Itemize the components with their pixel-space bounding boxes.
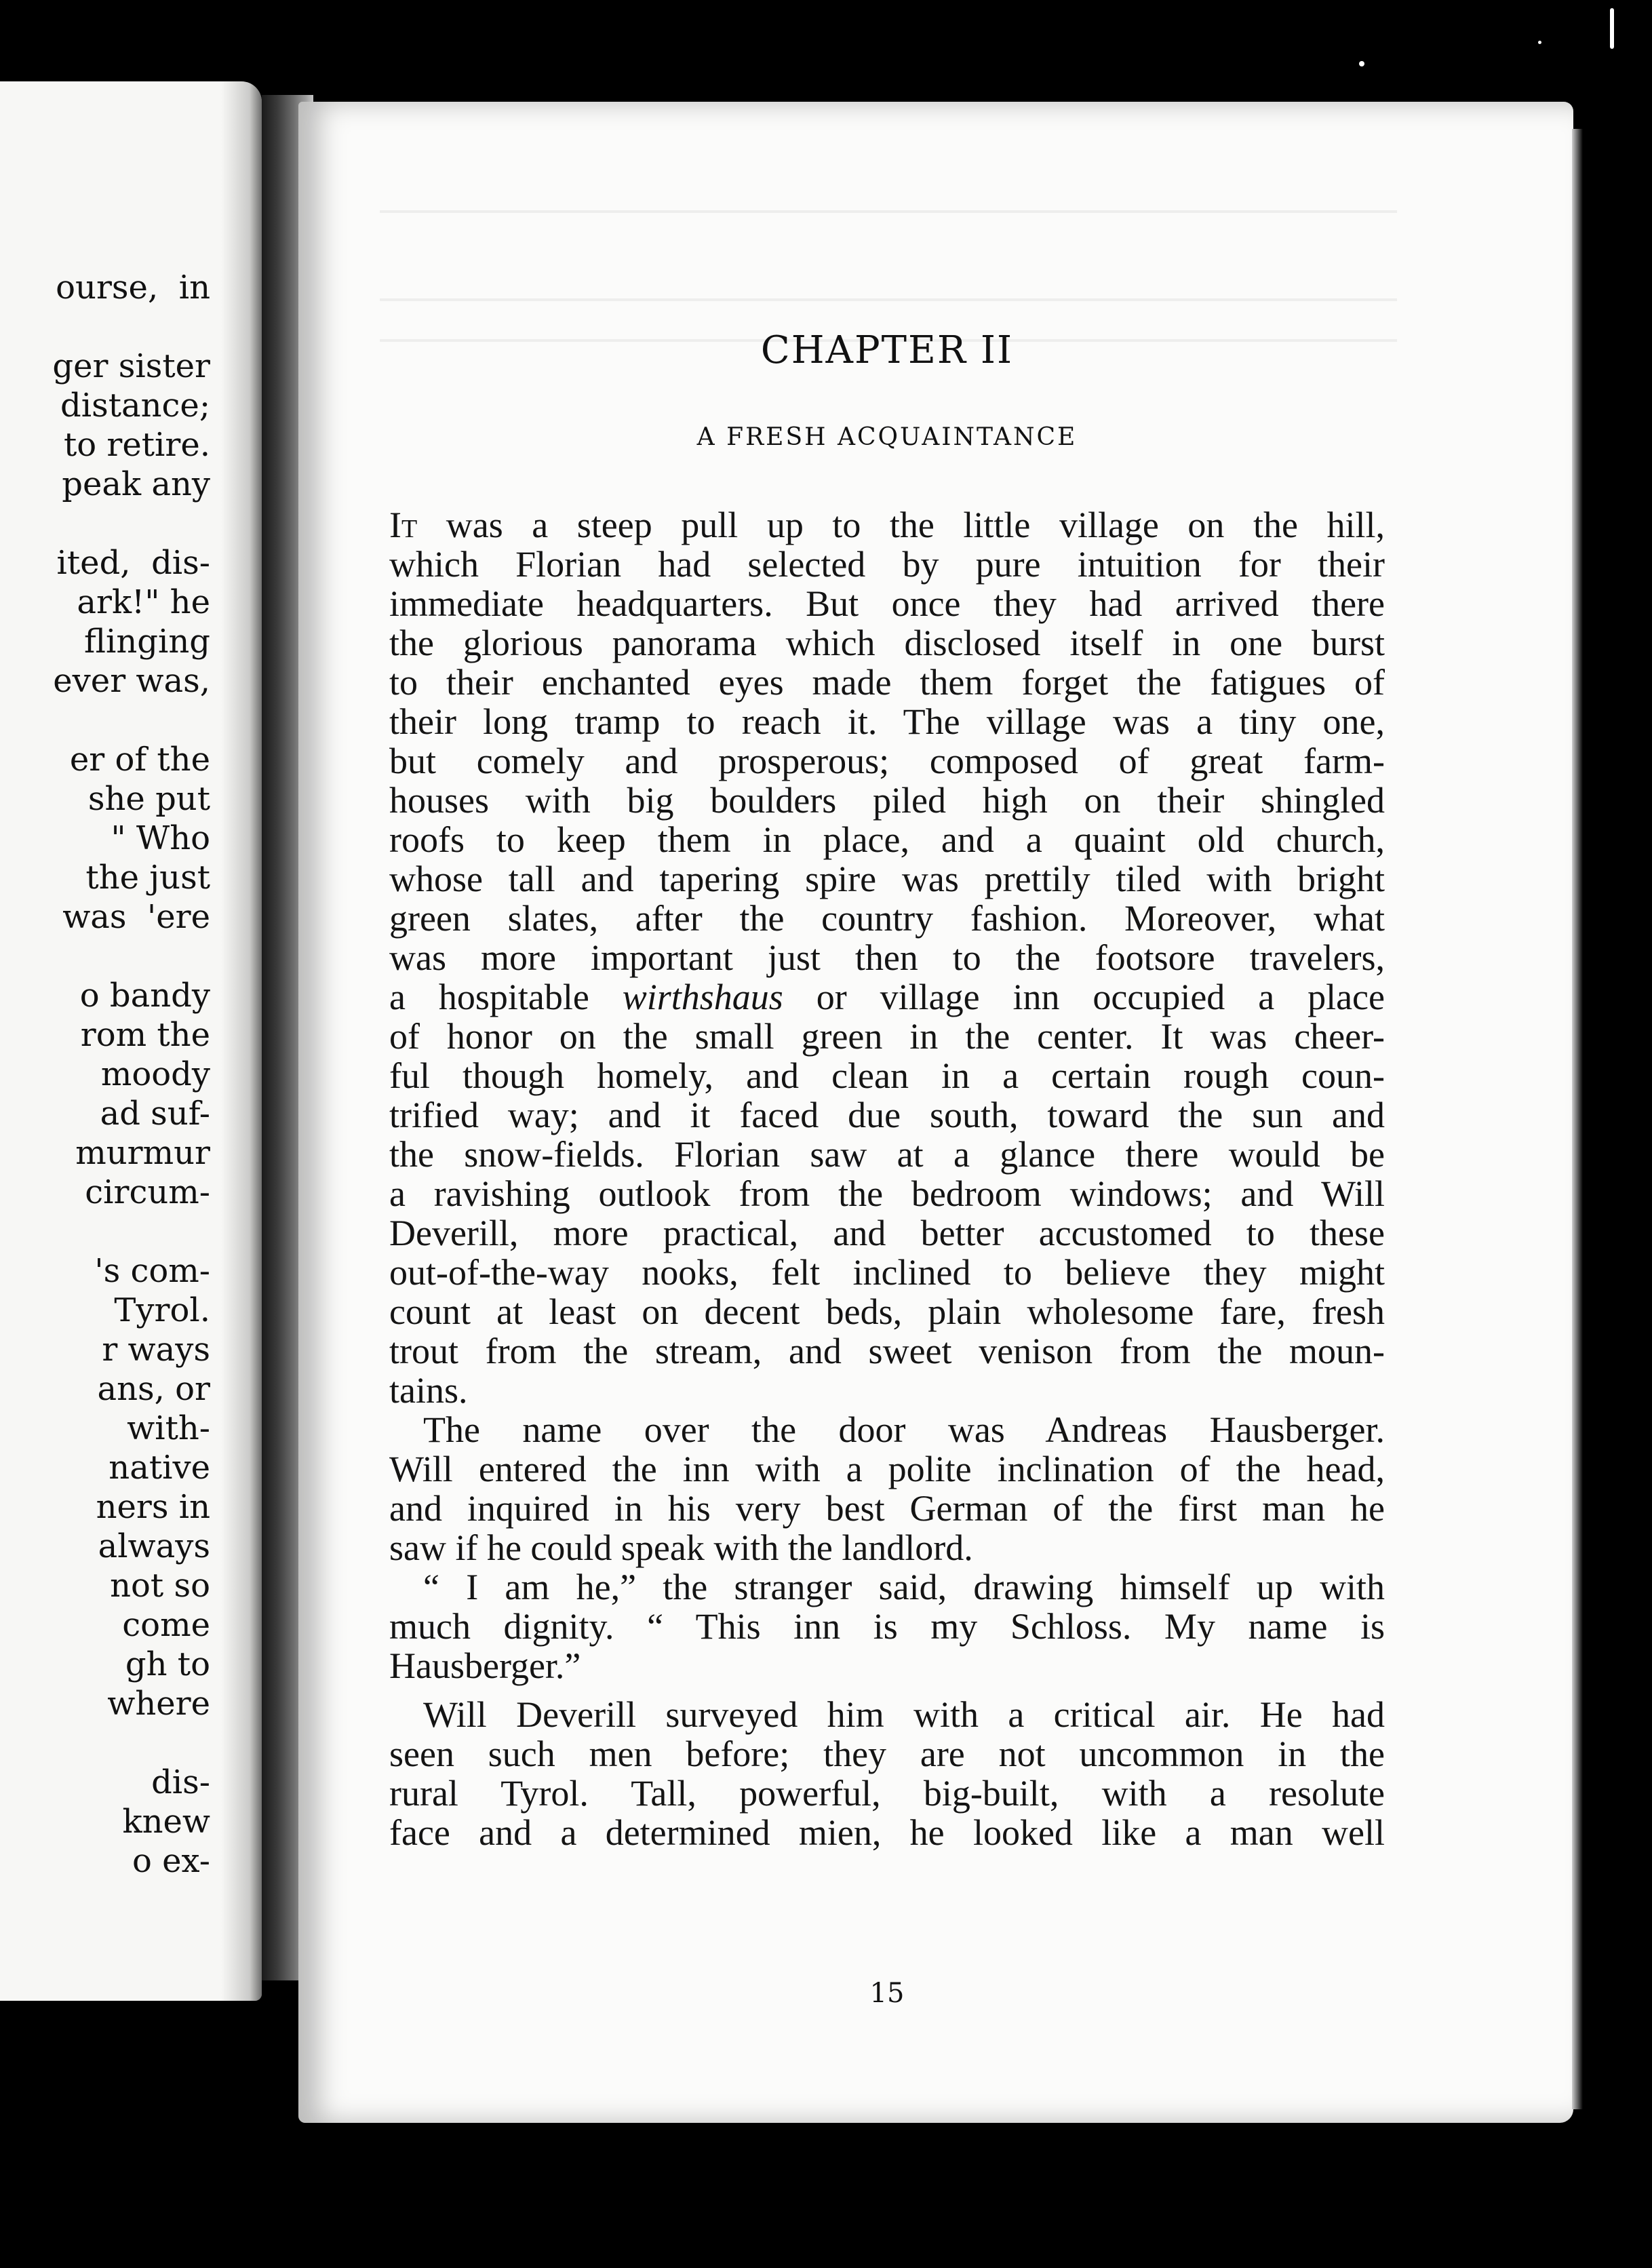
left-line: she put	[87, 780, 210, 818]
left-line: native	[109, 1449, 210, 1487]
left-line: knew	[122, 1803, 210, 1841]
left-line: come	[122, 1606, 210, 1644]
text-line: Will Deverill surveyed him with a critical air. He had	[423, 1694, 1385, 1735]
right-page-edge	[1572, 129, 1583, 2109]
left-line: ners in	[96, 1488, 210, 1526]
italic-word: wirthshaus	[622, 977, 783, 1017]
left-line: the just	[85, 859, 210, 897]
text-line: but comely and prosperous; composed of great farm-	[389, 741, 1385, 781]
text-line: their long tramp to reach it. The village was a tiny one,	[389, 701, 1385, 742]
chapter-subtitle: A FRESH ACQUAINTANCE	[696, 423, 1078, 451]
text-line: Deverill, more practical, and better accustomed to these	[389, 1213, 1385, 1253]
text-line: the glorious panorama which disclosed itself in one burst	[389, 623, 1385, 663]
left-line: peak any	[62, 465, 210, 503]
left-line: murmur	[75, 1134, 210, 1172]
left-line: gh to	[125, 1645, 210, 1683]
left-line: always	[98, 1527, 210, 1565]
left-line: with-	[127, 1409, 210, 1447]
left-line: Tyrol.	[114, 1291, 210, 1329]
text-line: Will entered the inn with a polite inclination of the head,	[389, 1449, 1385, 1489]
text-line: out-of-the-way nooks, felt inclined to believe they might	[389, 1252, 1385, 1293]
text-line: green slates, after the country fashion. Moreover, what	[389, 898, 1385, 939]
left-line: ever was,	[53, 662, 210, 700]
left-line: dis-	[151, 1763, 210, 1801]
text-line: the snow-fields. Florian saw at a glance there would be	[389, 1134, 1385, 1175]
text-line	[389, 978, 1385, 1016]
show-through-line	[380, 298, 1397, 301]
text-line: of honor on the small green in the center. It was cheer-	[389, 1016, 1385, 1057]
left-line: ad suf-	[100, 1095, 210, 1133]
text-line: immediate headquarters. But once they had arrived there	[389, 583, 1385, 624]
left-line: to retire.	[63, 426, 210, 464]
text-line: “ I am he,” the stranger said, drawing himself up with	[423, 1567, 1385, 1607]
text-line: trified way; and it faced due south, toward the sun and	[389, 1095, 1385, 1135]
left-line: ans, or	[97, 1370, 210, 1408]
text-line: houses with big boulders piled high on their shingled	[389, 780, 1385, 821]
left-line: o ex-	[132, 1842, 210, 1880]
text-line: to their enchanted eyes made them forget the fatigues of	[389, 662, 1385, 703]
left-line: o bandy	[79, 977, 210, 1015]
left-line: flinging	[84, 623, 210, 661]
text-line: saw if he could speak with the landlord.	[389, 1527, 973, 1568]
left-line: moody	[100, 1055, 210, 1093]
text-line: seen such men before; they are not uncommon in the	[389, 1734, 1385, 1774]
left-line: circum-	[85, 1173, 210, 1211]
line-text: was a steep pull up to the little village on the hill,	[417, 505, 1385, 545]
text-line: trout from the stream, and sweet venison from the moun-	[389, 1331, 1385, 1371]
text-line: face and a determined mien, he looked like a man well	[389, 1812, 1385, 1853]
line-text: a hospitable	[389, 977, 623, 1017]
text-line: ful though homely, and clean in a certain rough coun-	[389, 1055, 1385, 1096]
left-line: not so	[110, 1567, 210, 1605]
text-line: a ravishing outlook from the bedroom windows; and Will	[389, 1173, 1385, 1214]
left-facing-page	[0, 81, 262, 2001]
left-line: ger sister	[52, 347, 210, 385]
page-number: 15	[869, 1978, 905, 2009]
left-page-gutter-shadow	[221, 81, 262, 2001]
text-line: count at least on decent beds, plain wholesome fare, fresh	[389, 1291, 1385, 1332]
text-line: and inquired in his very best German of the first man he	[389, 1488, 1385, 1529]
left-line: r ways	[102, 1331, 210, 1369]
right-page	[298, 102, 1573, 2123]
left-line: distance;	[60, 387, 210, 425]
text-line: The name over the door was Andreas Hausberger.	[423, 1409, 1385, 1450]
left-line: was 'ere	[62, 898, 210, 936]
show-through-line	[380, 210, 1397, 213]
left-line: 's com-	[94, 1252, 210, 1290]
left-line: er of the	[69, 741, 210, 779]
text-line: much dignity. “ This inn is my Schloss. My name is	[389, 1606, 1385, 1647]
text-line: whose tall and tapering spire was prettily tiled with bright	[389, 859, 1385, 899]
text-line: was more important just then to the footsore travelers,	[389, 937, 1385, 978]
text-line: which Florian had selected by pure intuition for their	[389, 544, 1385, 585]
left-page-text	[0, 81, 210, 2001]
text-line: rural Tyrol. Tall, powerful, big-built, with a resolute	[389, 1773, 1385, 1814]
scan-mark	[1610, 8, 1614, 49]
text-line: tains.	[389, 1370, 468, 1411]
left-line: " Who	[111, 819, 210, 857]
left-line: ark!" he	[77, 583, 210, 621]
left-line: where	[107, 1685, 210, 1723]
text-line: roofs to keep them in place, and a quaint old church,	[389, 819, 1385, 860]
chapter-title: CHAPTER II	[760, 328, 1014, 372]
dropcap: It	[389, 505, 418, 545]
text-line	[389, 506, 1385, 544]
left-line: rom the	[80, 1016, 210, 1054]
line-text: or village inn occupied a place	[783, 977, 1385, 1017]
scan-speck	[1359, 61, 1364, 66]
left-line: ourse, in	[56, 269, 210, 307]
left-line: ited, dis-	[56, 544, 210, 582]
scan-speck	[1538, 41, 1541, 44]
text-line: Hausberger.”	[389, 1645, 581, 1686]
